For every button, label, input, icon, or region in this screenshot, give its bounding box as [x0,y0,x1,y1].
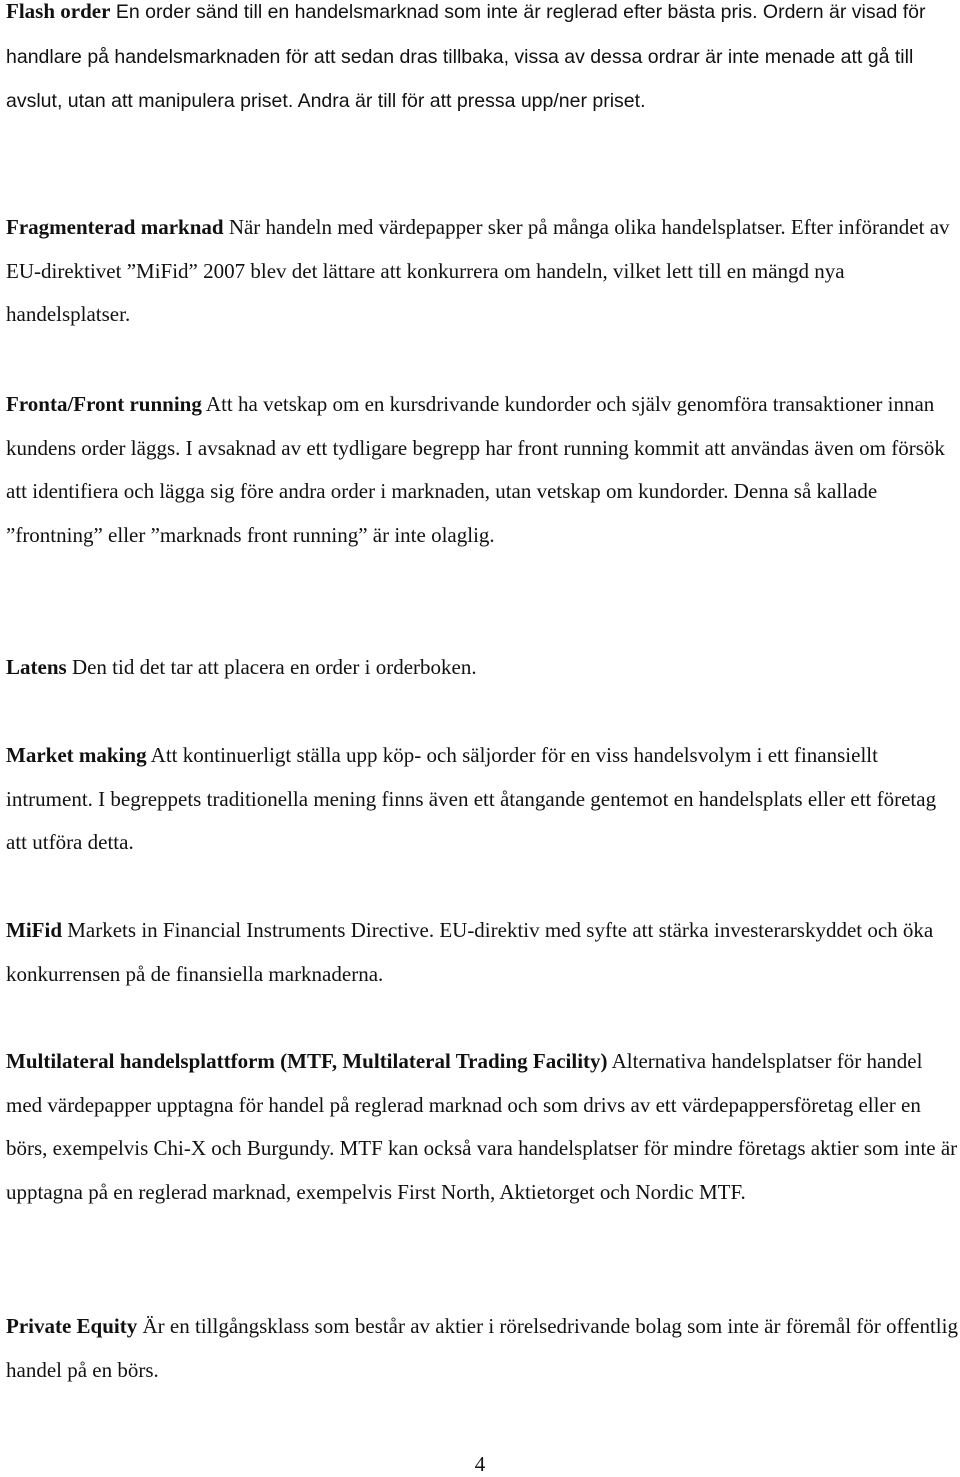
glossary-term: Private Equity [6,1314,138,1338]
glossary-term: Fragmenterad marknad [6,215,224,239]
glossary-definition: Alternativa handelsplatser för handel med värdepapper upptagna för handel på reglerad marknad och som drivs av ett värdepappersföretag eller en börs, exempelvis Chi-X och Burgundy. MTF kan också vara handelsplatser för mindre företags aktier som inte är upptagna på en reglerad marknad, exempelvis First North, Aktietorget och Nordic MTF. [6,1049,958,1204]
glossary-entry-market-making [6,734,958,865]
glossary-definition: Markets in Financial Instruments Directive. EU-direktiv med syfte att stärka investerarskyddet och öka konkurrensen på de finansiella marknaderna. [6,918,934,986]
glossary-definition: Att ha vetskap om en kursdrivande kundorder och själv genomföra transaktioner innan kundens order läggs. I avsaknad av ett tydligare begrepp har front running kommit att användas även om försök att identifiera och lägga sig före andra order i marknaden, utan vetskap om kundorder. Denna så kallade ”frontning” eller ”marknads front running” är inte olaglig. [6,392,945,547]
glossary-term: MiFid [6,918,62,942]
glossary-term: Fronta/Front running [6,392,202,416]
glossary-entry-mifid [6,909,958,996]
glossary-term: Market making [6,743,147,767]
glossary-entry-flash-order [6,0,958,124]
page-number: 4 [474,1452,486,1476]
glossary-term: Multilateral handelsplattform (MTF, Multilateral Trading Facility) [6,1049,608,1073]
glossary-definition: En order sänd till en handelsmarknad som inte är reglerad efter bästa pris. Ordern är visad för handlare på handelsmarknaden för att sedan dras tillbaka, vissa av dessa ordrar är inte menade att gå till avslut, utan att manipulera priset. Andra är till för att pressa upp/ner priset. [6,1,926,112]
glossary-entry-front-running [6,383,958,557]
glossary-term: Flash order [6,0,111,23]
glossary-entry-fragmenterad-marknad [6,206,958,337]
glossary-entry-latens [6,646,477,690]
glossary-definition: Den tid det tar att placera en order i orderboken. [66,655,477,679]
glossary-entry-mtf [6,1040,958,1214]
glossary-definition: Är en tillgångsklass som består av aktier i rörelsedrivande bolag som inte är föremål för offentlig handel på en börs. [6,1314,958,1382]
glossary-entry-private-equity [6,1305,958,1392]
glossary-definition: Att kontinuerligt ställa upp köp- och säljorder för en viss handelsvolym i ett finansiellt intrument. I begreppets traditionella mening finns även ett åtangande gentemot en handelsplats eller ett företag att utföra detta. [6,743,937,854]
glossary-definition: När handeln med värdepapper sker på många olika handelsplatser. Efter införandet av EU-direktivet ”MiFid” 2007 blev det lättare att konkurrera om handeln, vilket lett till en mängd nya handelsplatser. [6,215,950,326]
glossary-term: Latens [6,655,67,679]
